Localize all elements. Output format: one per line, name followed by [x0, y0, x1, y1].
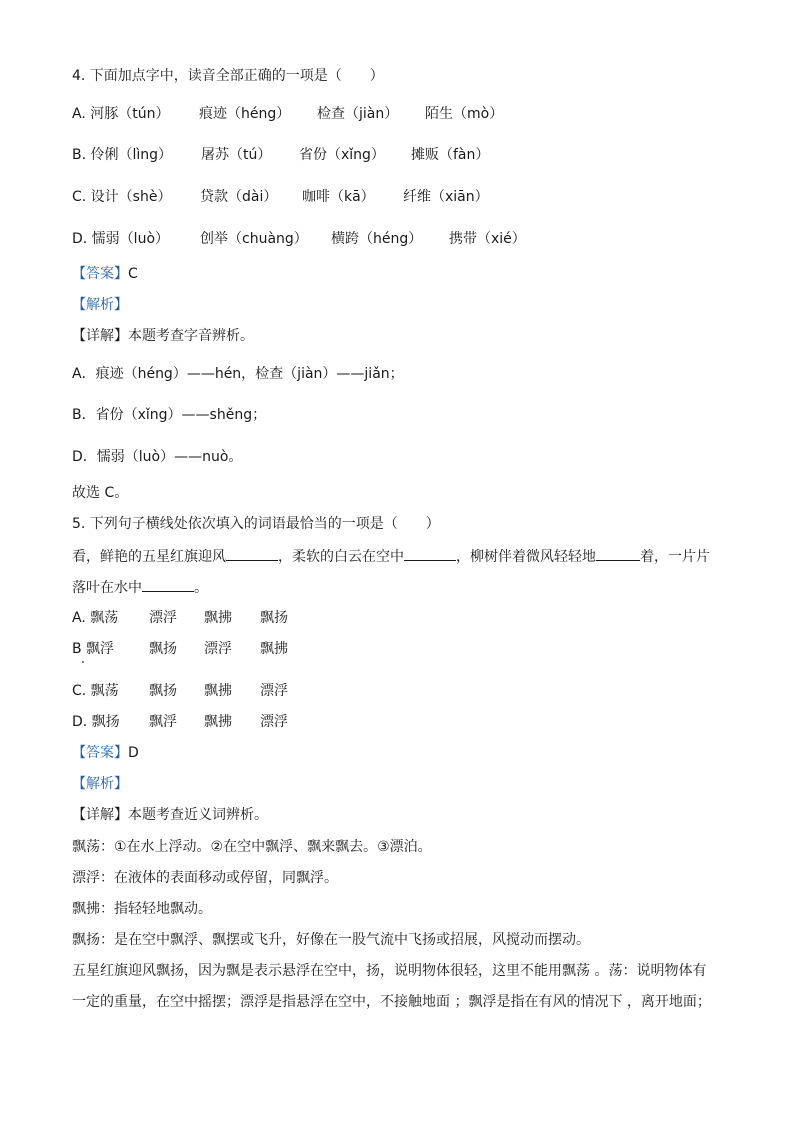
q5-definition-1: 飘荡：①在水上浮动。②在空中飘浮、飘来飘去。③漂泊。: [72, 839, 432, 855]
q4-detail-text: 本题考查字音辨析。: [128, 328, 254, 344]
q5-option-d-1: D. 飘扬: [72, 714, 120, 730]
q4-option-a-4: 陌生（mò）: [425, 106, 504, 122]
q4-option-d-3: 横跨（héng）: [331, 231, 423, 247]
q5-option-b-4: 飘拂: [260, 641, 288, 657]
q4-option-d-2: 创举（chuàng）: [200, 231, 308, 247]
q5-sentence-part-1: 看，鲜艳的五星红旗迎风: [72, 549, 226, 565]
q5-option-d-3: 飘拂: [204, 714, 232, 730]
q5-option-a-4: 飘扬: [260, 610, 288, 626]
q5-sentence-part-2: ，柔软的白云在空中: [278, 549, 404, 565]
q5-definition-4: 飘扬：是在空中飘浮、飘摆或飞升，好像在一股气流中飞扬或招展，风搅动而摆动。: [72, 932, 590, 948]
q4-option-c-3: 咖啡（kā）: [302, 189, 375, 205]
q4-option-d-4: 携带（xié）: [449, 231, 526, 247]
q4-option-c-4: 纤维（xiān）: [403, 189, 489, 205]
q5-option-b-2: 飘扬: [149, 641, 177, 657]
q5-paragraph-line-1: 五星红旗迎风飘扬，因为飘是表示悬浮在空中，扬，说明物体很轻，这里不能用飘荡 。荡：说明物体有: [72, 963, 707, 979]
q4-analysis-label: 【解析】: [72, 297, 128, 313]
q5-detail: [72, 805, 268, 825]
q5-blank-1: [226, 546, 278, 561]
q5-option-b-1: B 飘浮: [72, 641, 115, 657]
q4-detail-label: 【详解】: [72, 328, 128, 344]
q4-explanation-d: D．懦弱（luò）——nuò。: [72, 449, 243, 465]
q5-sentence-line2-start: 落叶在水中: [72, 580, 142, 596]
q5-option-d-2: 飘浮: [149, 714, 177, 730]
q4-option-c-1: C. 设计（shè）: [72, 189, 172, 205]
q5-definition-3: 飘拂：指轻轻地飘动。: [72, 901, 212, 917]
q4-option-a-1: A. 河豚（tún）: [72, 106, 170, 122]
q4-conclusion: 故选 C。: [72, 485, 129, 501]
q4-option-a-3: 检查（jiàn）: [317, 106, 399, 122]
q4-answer: [72, 264, 138, 284]
q5-detail-text: 本题考查近义词辨析。: [128, 807, 268, 823]
q5-answer: [72, 743, 139, 763]
stray-dot: [82, 661, 84, 663]
q4-option-a-2: 痕迹（héng）: [199, 106, 291, 122]
q5-detail-label: 【详解】: [72, 807, 128, 823]
q5-sentence-line-1: [72, 546, 710, 567]
q5-blank-2: [404, 546, 456, 561]
q4-option-b-2: 屠苏（tú）: [201, 147, 272, 163]
q5-analysis-label: 【解析】: [72, 776, 128, 792]
q5-option-c-4: 漂浮: [260, 683, 288, 699]
q5-option-d-4: 漂浮: [260, 714, 288, 730]
q4-answer-label: 【答案】: [72, 266, 128, 282]
q5-answer-label: 【答案】: [72, 745, 128, 761]
q4-option-c-2: 贷款（dài）: [200, 189, 278, 205]
q4-option-b-1: B. 伶俐（lìng）: [72, 147, 173, 163]
q4-option-d-1: D. 懦弱（luò）: [72, 231, 170, 247]
q5-blank-3: [596, 546, 640, 561]
q4-option-b-3: 省份（xǐng）: [299, 147, 385, 163]
q5-option-c-1: C. 飘荡: [72, 683, 119, 699]
q5-sentence-part-4: 着，一片片: [640, 549, 710, 565]
q5-definition-2: 漂浮：在液体的表面移动或停留，同飘浮。: [72, 870, 338, 886]
q5-answer-value: D: [128, 745, 139, 761]
q5-stem: 5. 下列句子横线处依次填入的词语最恰当的一项是（ ）: [72, 516, 440, 532]
q4-answer-value: C: [128, 266, 138, 282]
q4-option-b-4: 摊贩（fàn）: [411, 147, 490, 163]
q5-option-c-3: 飘拂: [204, 683, 232, 699]
q5-sentence-line-2: [72, 577, 208, 598]
q5-blank-4: [142, 577, 194, 592]
q4-explanation-a: A．痕迹（héng）——hén，检查（jiàn）——jiǎn；: [72, 366, 404, 382]
q5-paragraph-line-2: 一定的重量，在空中摇摆；漂浮是指悬浮在空中，不接触地面 ；飘浮是指在有风的情况下 ，离开地面；: [72, 994, 711, 1010]
q5-option-a-1: A. 飘荡: [72, 610, 119, 626]
q5-sentence-line2-end: 。: [194, 580, 208, 596]
q5-option-b-3: 漂浮: [204, 641, 232, 657]
q4-detail: [72, 326, 254, 346]
q4-explanation-b: B．省份（xǐng）——shěng；: [72, 407, 267, 423]
q5-option-a-2: 漂浮: [149, 610, 177, 626]
q5-option-a-3: 飘拂: [204, 610, 232, 626]
q5-option-c-2: 飘扬: [149, 683, 177, 699]
q4-stem: 4. 下面加点字中，读音全部正确的一项是（ ）: [72, 68, 384, 84]
q5-sentence-part-3: ，柳树伴着微风轻轻地: [456, 549, 596, 565]
